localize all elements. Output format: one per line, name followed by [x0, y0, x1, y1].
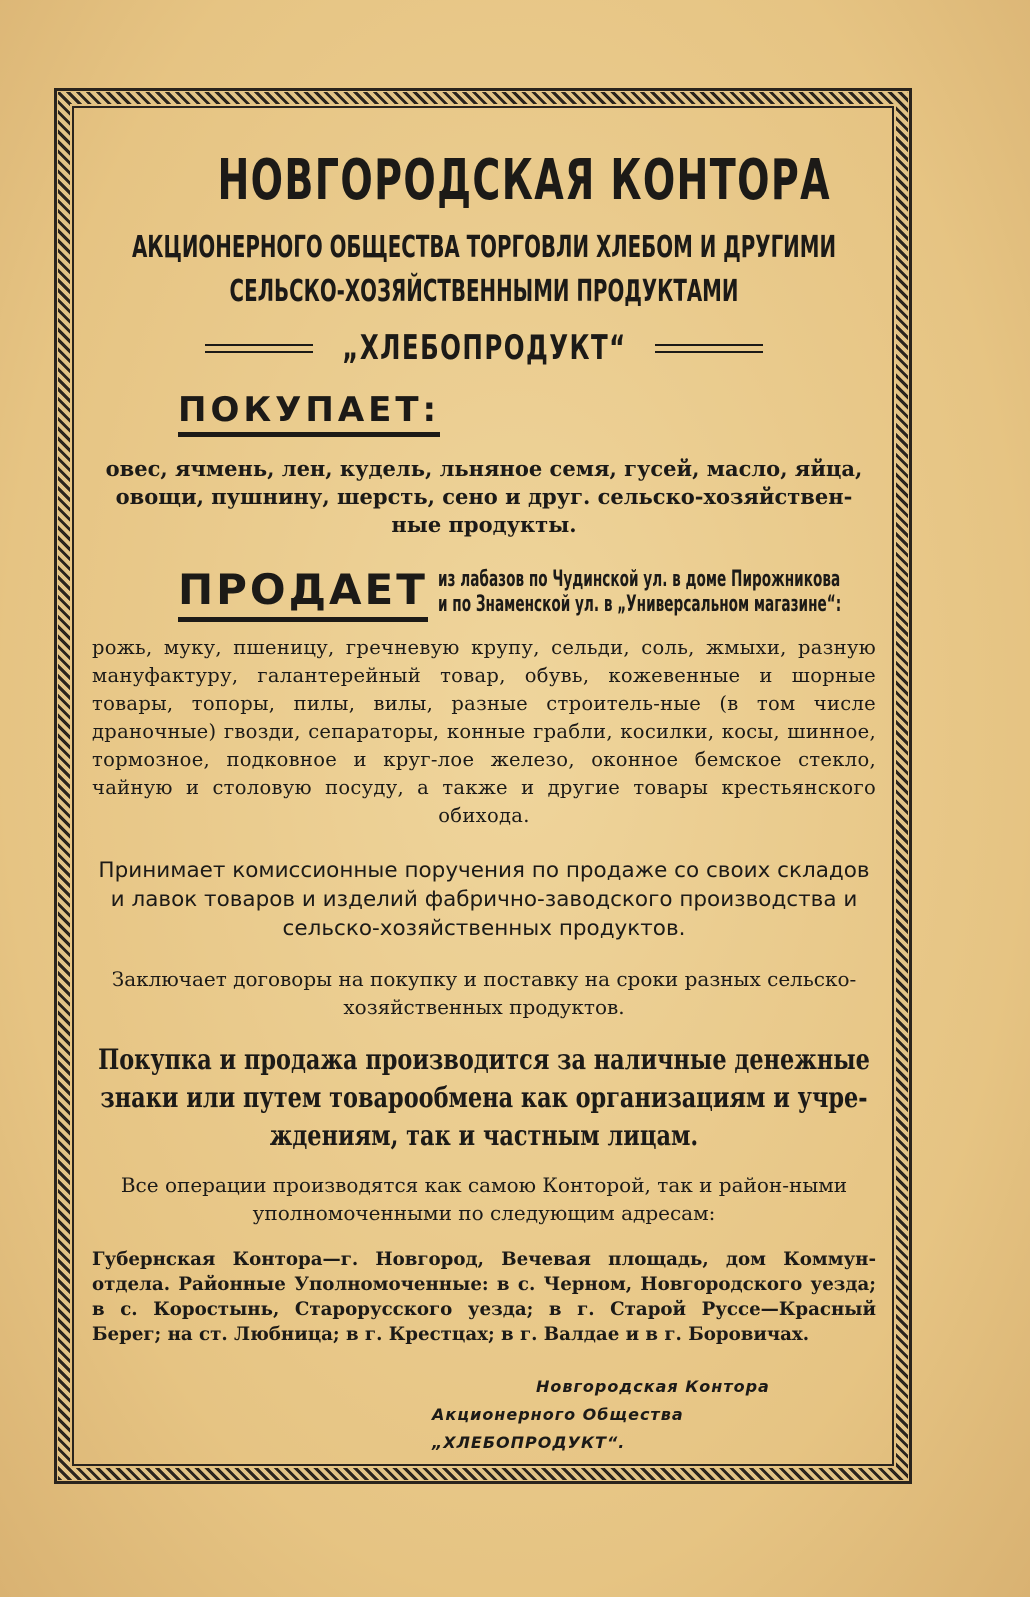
signature-line-2: Акционерного Общества „ХЛЕБОПРОДУКТ“.: [432, 1405, 684, 1452]
payment-paragraph: Покупка и продажа производится за наличные денежные знаки или путем товарообмена как организациям и учре-ждениям, так и частным лицам.: [98, 1043, 870, 1152]
brand-name: „ХЛЕБОПРОДУКТ“: [341, 328, 627, 368]
contracts-paragraph: Заключает договоры на покупку и поставку на сроки разных сельско-хозяйственных продуктов.: [111, 967, 857, 1019]
left-double-rule: [205, 344, 313, 353]
sells-heading-row: [178, 565, 876, 622]
addresses-paragraph: Губернская Контора—г. Новгород, Вечевая площадь, дом Коммун-отдела. Районные Уполномоченные: в с. Черном, Новгородского уезда; в с. Коростынь, Старорусского уезда; в г. Старой Руссе—Красный Берег; на ст. Любница; в г. Крестцах; в г. Валдае и в г. Боровичах.: [92, 1249, 876, 1345]
sells-location-line-1: из лабазов по Чудинской ул. в доме Пирожникова: [437, 567, 841, 592]
commission-paragraph: Принимает комиссионные поручения по продаже со своих складов и лавок товаров и изделий фабрично-заводского производства и сельско-хозяйственных продуктов.: [98, 858, 870, 941]
sells-locations: [438, 567, 841, 617]
signature: [92, 1373, 876, 1457]
right-double-rule: [655, 344, 763, 353]
operations-paragraph: Все операции производятся как самою Конторой, так и район-ными уполномоченными по следующим адресам:: [120, 1173, 848, 1225]
sells-list: рожь, муку, пшеницу, гречневую крупу, сельди, соль, жмыхи, разную мануфактуру, галантерейный товар, обувь, кожевенные и шорные товары, топоры, пилы, вилы, разные строитель-ные (в том числе драночные) гвозди, сепараторы, конные грабли, косилки, косы, шинное, тормозное, подковное и круг-лое железо, оконное бемское стекло, чайную и столовую посуду, а также и другие товары крестьянского обихода.: [92, 636, 876, 827]
buys-heading: ПОКУПАЕТ:: [178, 390, 440, 437]
advertisement-content: [92, 112, 876, 1457]
sells-location-line-2: и по Знаменской ул. в „Универсальном магазине“:: [437, 592, 842, 617]
page-subtitle: АКЦИОНЕРНОГО ОБЩЕСТВА ТОРГОВЛИ ХЛЕБОМ И ДРУГИМИ СЕЛЬСКО-ХОЗЯЙСТВЕННЫМИ ПРОДУКТАМИ: [131, 230, 837, 309]
signature-line-1: Новгородская Контора: [536, 1377, 770, 1396]
buys-list: овес, ячмень, лен, кудель, льняное семя, гусей, масло, яйца, овощи, пушнину, шерсть, сено и друг. сельско-хозяйствен-ные продукты.: [105, 456, 863, 537]
sells-heading: ПРОДАЕТ: [178, 565, 428, 622]
brand-row: [92, 328, 876, 368]
page-title: НОВГОРОДСКАЯ КОНТОРА: [217, 148, 831, 213]
